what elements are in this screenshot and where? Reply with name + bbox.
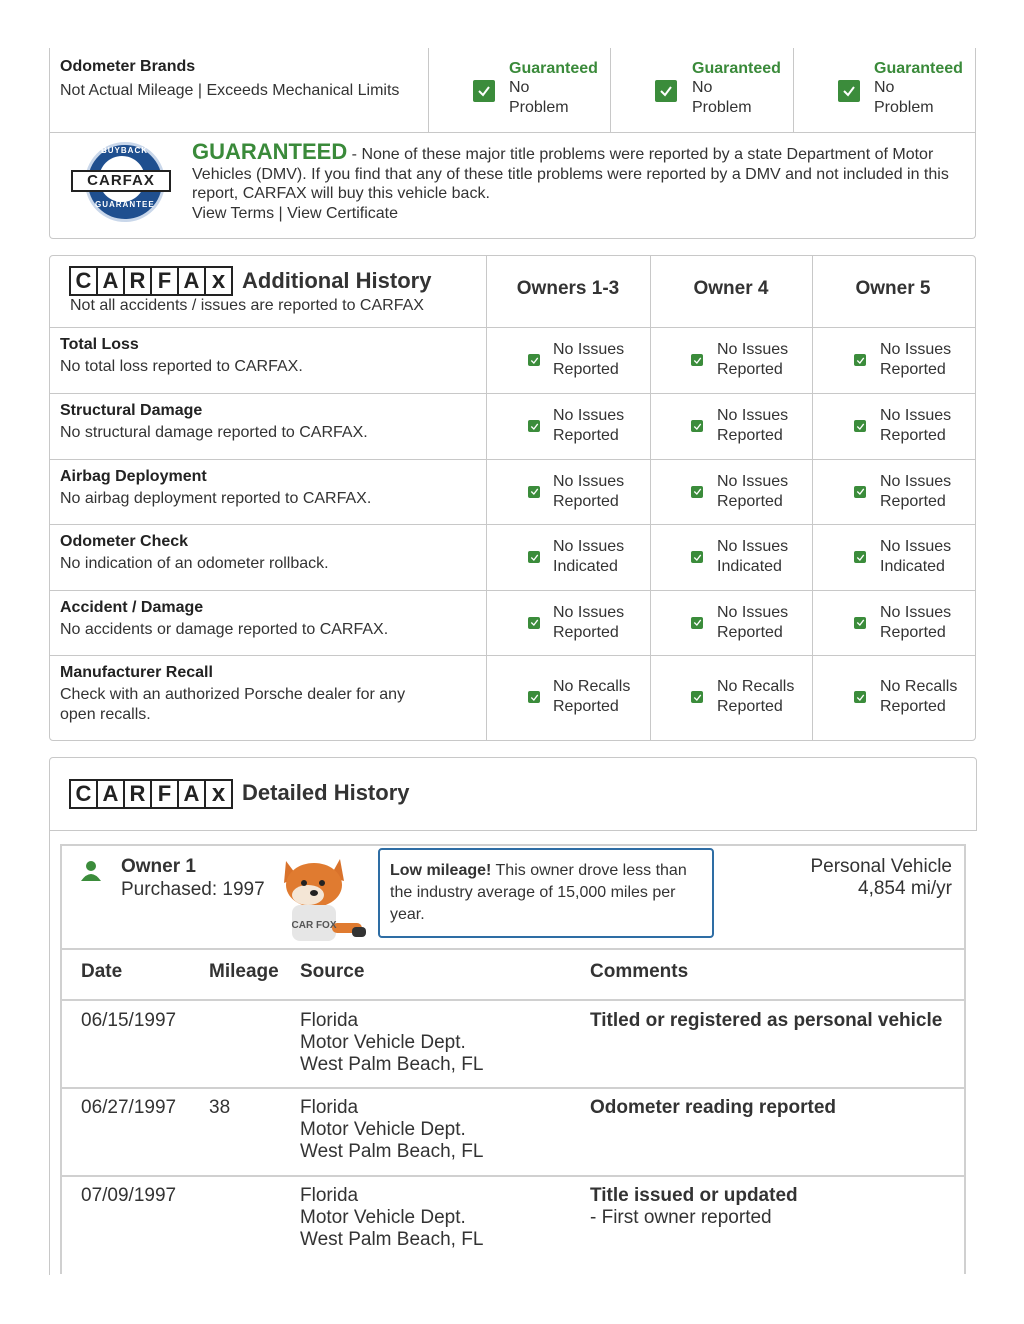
carfax-logo: C A R F A x xyxy=(69,266,233,296)
status-cell: No Issues Indicated xyxy=(880,538,952,575)
column-header-owner-4: Owner 4 xyxy=(693,278,769,299)
check-icon xyxy=(528,617,540,629)
status-cell: No Issues Indicated xyxy=(717,538,789,575)
row-desc: Check with an authorized Porsche dealer for any open recalls. xyxy=(60,686,406,723)
table-row xyxy=(60,468,460,509)
view-certificate-link[interactable]: View Certificate xyxy=(287,204,399,222)
check-icon xyxy=(854,691,866,703)
guarantee-text-block: GUARANTEED - None of these major title problems were reported by a state Department of Motor Vehicles (DMV). If you find that any of these title problems were reported by a DMV and not included in this report, CARFAX will buy this vehicle back. View Terms | View Certificate xyxy=(192,139,949,222)
row-comment: Odometer reading reported xyxy=(590,1097,836,1118)
table-row xyxy=(60,599,460,640)
row-title: Structural Damage xyxy=(60,402,203,419)
row-desc: No indication of an odometer rollback. xyxy=(60,555,329,572)
check-icon xyxy=(854,551,866,563)
buyback-guarantee-seal-icon: CARFAX BUYBACK GUARANTEE xyxy=(71,142,171,226)
no-label: No xyxy=(874,79,895,96)
row-comment: Title issued or updated - First owner reported xyxy=(590,1185,798,1228)
carfox-mascot-icon xyxy=(278,855,368,947)
status-cell: No Issues Reported xyxy=(880,472,952,510)
problem-label: Problem xyxy=(692,99,752,116)
check-icon xyxy=(854,486,866,498)
status-cell: No Issues Indicated xyxy=(553,538,625,575)
status-cell: No Issues Reported xyxy=(880,603,952,641)
column-header-owner-5: Owner 5 xyxy=(855,278,931,299)
row-title: Manufacturer Recall xyxy=(60,664,213,681)
check-icon xyxy=(691,551,703,563)
check-icon xyxy=(854,420,866,432)
problem-label: Problem xyxy=(874,99,934,116)
status-cell: No Recalls Reported xyxy=(717,678,795,715)
check-icon xyxy=(528,354,540,366)
guaranteed-label: Guaranteed xyxy=(509,60,598,77)
owner-name: Owner 1 xyxy=(121,856,196,877)
row-source: Florida Motor Vehicle Dept. West Palm Beach, FL xyxy=(300,1097,484,1162)
detailed-history-title: Detailed History xyxy=(242,780,410,805)
table-row xyxy=(60,336,460,377)
row-date: 06/27/1997 xyxy=(81,1097,177,1118)
check-icon xyxy=(473,80,495,102)
column-header-comments: Comments xyxy=(590,961,689,982)
status-cell: No Issues Reported xyxy=(717,603,789,641)
row-desc: No airbag deployment reported to CARFAX. xyxy=(60,490,372,507)
additional-history-title: Additional History xyxy=(242,268,432,293)
status-cell: No Recalls Reported xyxy=(553,678,631,715)
check-icon xyxy=(691,486,703,498)
row-desc: No accidents or damage reported to CARFAX. xyxy=(60,621,389,638)
row-comment: Titled or registered as personal vehicle xyxy=(590,1010,943,1031)
status-cell: No Recalls Reported xyxy=(880,678,958,715)
row-source: Florida Motor Vehicle Dept. West Palm Beach, FL xyxy=(300,1185,484,1250)
row-title: Odometer Check xyxy=(60,533,189,550)
check-icon xyxy=(854,354,866,366)
vehicle-type-summary xyxy=(740,856,952,900)
row-title: Accident / Damage xyxy=(60,599,204,616)
table-row xyxy=(60,664,460,725)
additional-history-subtitle: Not all accidents / issues are reported to CARFAX xyxy=(70,297,424,314)
guaranteed-label: Guaranteed xyxy=(874,60,963,77)
row-title: Total Loss xyxy=(60,336,139,353)
status-cell: No Issues Reported xyxy=(553,603,625,641)
odometer-brands-desc: Not Actual Mileage | Exceeds Mechanical Limits xyxy=(60,82,400,99)
status-cell: No Issues Reported xyxy=(553,472,625,510)
status-cell: No Issues Reported xyxy=(553,407,625,444)
row-title: Airbag Deployment xyxy=(60,468,207,485)
guarantee-box xyxy=(49,132,976,239)
row-date: 06/15/1997 xyxy=(81,1010,177,1031)
status-cell: No Issues Reported xyxy=(717,472,789,510)
row-desc: No total loss reported to CARFAX. xyxy=(60,358,303,375)
no-label: No xyxy=(509,79,530,96)
status-cell: No Issues Reported xyxy=(553,341,625,378)
guaranteed-headline: GUARANTEED xyxy=(192,139,348,164)
owner-purchased: Purchased: 1997 xyxy=(121,879,265,900)
table-row xyxy=(60,402,460,443)
column-header-owners-1-3: Owners 1-3 xyxy=(516,278,620,299)
column-header-date: Date xyxy=(81,961,123,982)
row-date: 07/09/1997 xyxy=(81,1185,177,1206)
check-icon xyxy=(655,80,677,102)
check-icon xyxy=(528,551,540,563)
miles-per-year: 4,854 mi/yr xyxy=(858,878,952,899)
check-icon xyxy=(854,617,866,629)
low-mileage-callout: Low mileage! This owner drove less than the industry average of 15,000 miles per year. xyxy=(378,848,714,938)
guaranteed-label: Guaranteed xyxy=(692,60,781,77)
check-icon xyxy=(528,486,540,498)
check-icon xyxy=(691,617,703,629)
check-icon xyxy=(528,691,540,703)
row-desc: No structural damage reported to CARFAX. xyxy=(60,424,368,441)
check-icon xyxy=(838,80,860,102)
status-cell: No Issues Reported xyxy=(717,407,789,444)
vehicle-type: Personal Vehicle xyxy=(810,856,952,877)
problem-label: Problem xyxy=(509,99,569,116)
no-label: No xyxy=(692,79,713,96)
row-mileage: 38 xyxy=(209,1097,231,1118)
status-cell: No Issues Reported xyxy=(880,407,952,444)
row-source: Florida Motor Vehicle Dept. West Palm Beach, FL xyxy=(300,1010,484,1075)
check-icon xyxy=(691,354,703,366)
column-header-mileage: Mileage xyxy=(209,961,279,982)
status-cell: No Issues Reported xyxy=(880,341,952,378)
view-terms-link[interactable]: View Terms xyxy=(192,204,275,222)
guarantee-description: - None of these major title problems were reported by a state Department of Motor Vehicles (DMV). If you find that any of these title problems were reported by a DMV and not included in this report, CARFAX will buy this vehicle back. xyxy=(192,146,949,202)
column-header-source: Source xyxy=(300,961,365,982)
check-icon xyxy=(691,691,703,703)
person-icon xyxy=(80,859,102,888)
carfax-logo: C A R F A x xyxy=(69,779,233,809)
check-icon xyxy=(691,420,703,432)
status-cell: No Issues Reported xyxy=(717,341,789,378)
check-icon xyxy=(528,420,540,432)
odometer-brands-title: Odometer Brands xyxy=(60,58,196,75)
table-row xyxy=(60,533,460,574)
svg-text:CAR FOX: CAR FOX xyxy=(291,920,337,931)
